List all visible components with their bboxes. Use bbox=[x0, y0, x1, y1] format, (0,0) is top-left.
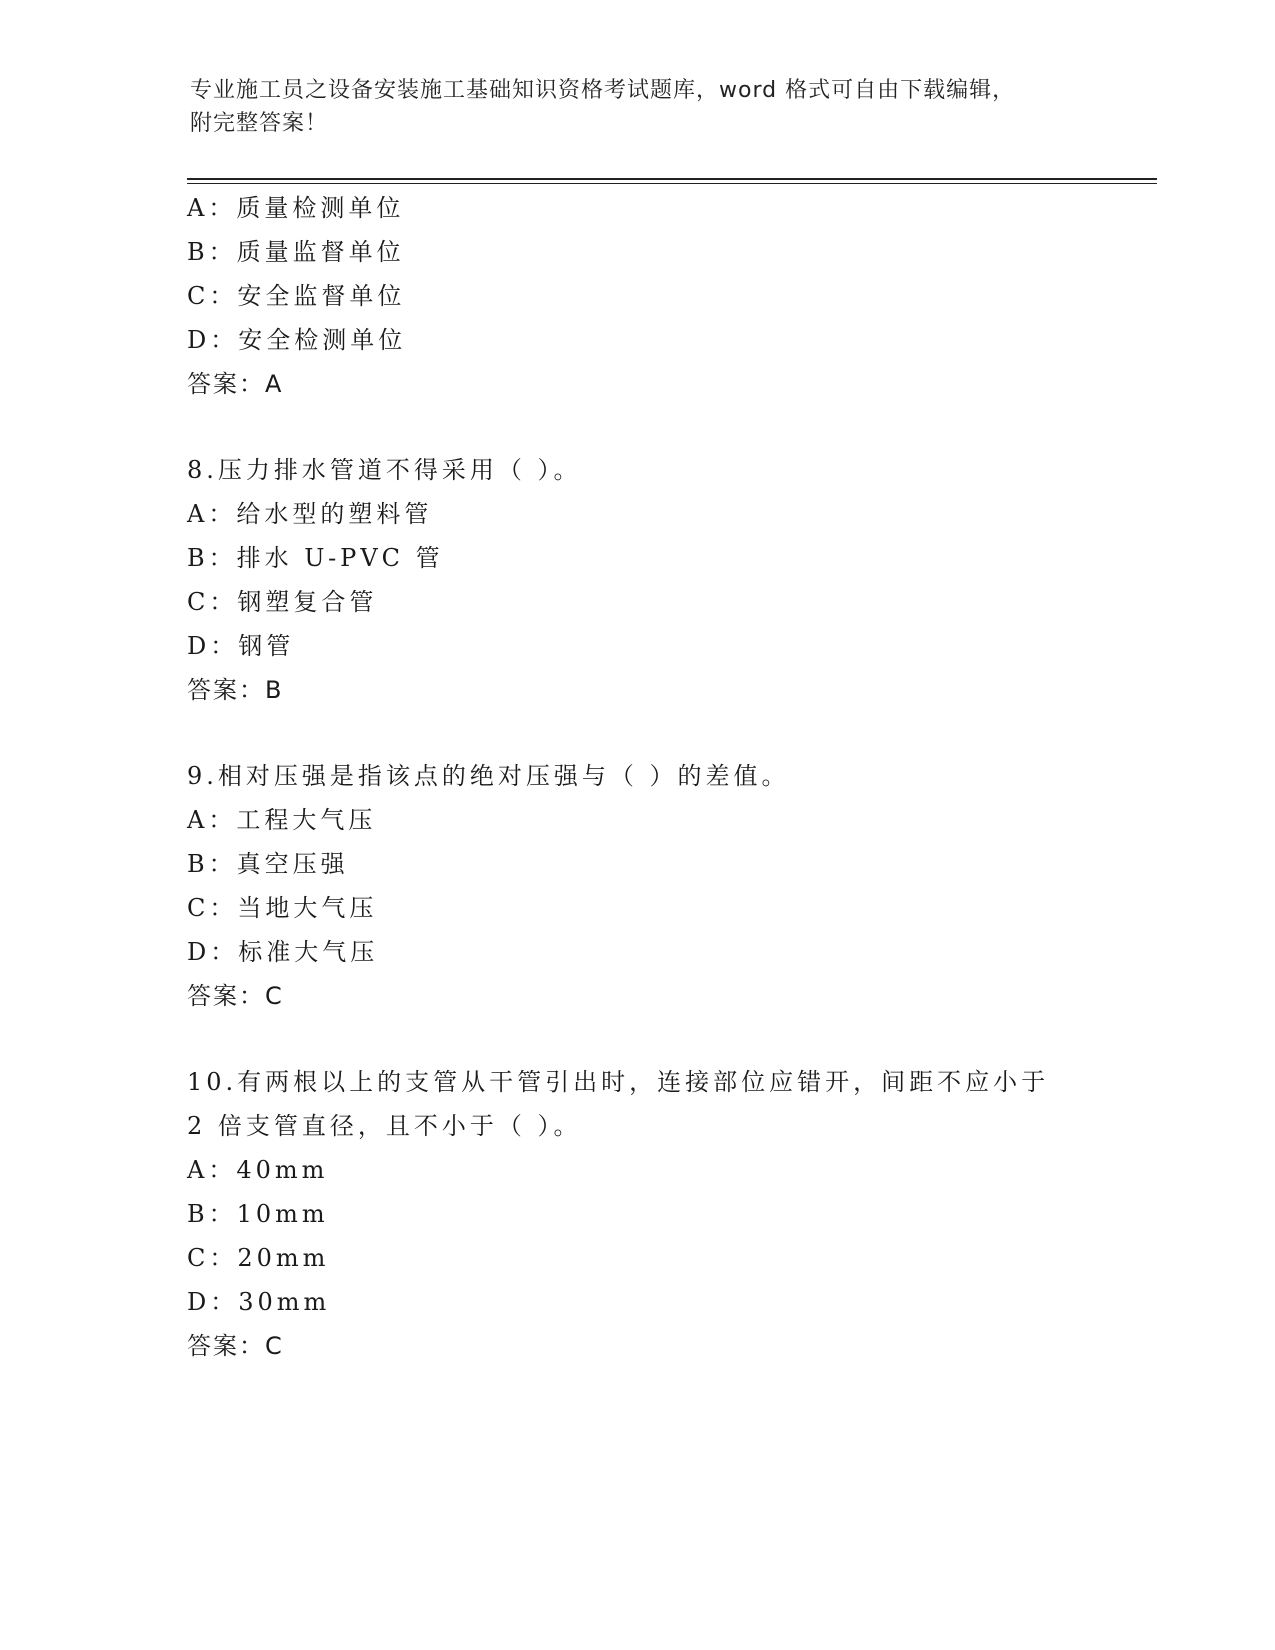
q10-option-d: D：30mm bbox=[187, 1288, 331, 1316]
q7-option-a: A：质量检测单位 bbox=[187, 194, 405, 222]
header-divider-thick bbox=[187, 178, 1157, 180]
q10-answer: 答案：C bbox=[187, 1332, 284, 1360]
q7-option-d: D：安全检测单位 bbox=[187, 326, 407, 354]
q7-option-b: B：质量监督单位 bbox=[187, 238, 405, 266]
q8-answer: 答案：B bbox=[187, 676, 284, 704]
q10-option-a: A：40mm bbox=[187, 1156, 329, 1184]
q9-option-a: A：工程大气压 bbox=[187, 806, 377, 834]
q7-option-c: C：安全监督单位 bbox=[187, 282, 406, 310]
q7-answer: 答案：A bbox=[187, 370, 284, 398]
q8-option-b: B：排水 U-PVC 管 bbox=[187, 544, 444, 572]
q9-option-c: C：当地大气压 bbox=[187, 894, 378, 922]
q8-option-d: D：钢管 bbox=[187, 632, 295, 660]
document-header bbox=[190, 74, 1070, 140]
q9-answer: 答案：C bbox=[187, 982, 284, 1010]
q10-option-b: B：10mm bbox=[187, 1200, 329, 1228]
q10-question-line-1: 10.有两根以上的支管从干管引出时，连接部位应错开，间距不应小于 bbox=[187, 1068, 1050, 1096]
header-divider-thin bbox=[187, 183, 1157, 184]
header-line-1: 专业施工员之设备安装施工基础知识资格考试题库，word 格式可自由下载编辑， bbox=[190, 78, 1016, 103]
q9-option-d: D：标准大气压 bbox=[187, 938, 379, 966]
q10-question-line-2: 2 倍支管直径，且不小于（ ）。 bbox=[187, 1112, 582, 1140]
q9-question: 9.相对压强是指该点的绝对压强与（ ）的差值。 bbox=[187, 762, 790, 790]
q9-option-b: B：真空压强 bbox=[187, 850, 349, 878]
q8-option-a: A：给水型的塑料管 bbox=[187, 500, 433, 528]
header-line-2: 附完整答案！ bbox=[190, 111, 329, 136]
q8-question: 8.压力排水管道不得采用（ ）。 bbox=[187, 456, 582, 484]
q8-option-c: C：钢塑复合管 bbox=[187, 588, 378, 616]
q10-option-c: C：20mm bbox=[187, 1244, 330, 1272]
